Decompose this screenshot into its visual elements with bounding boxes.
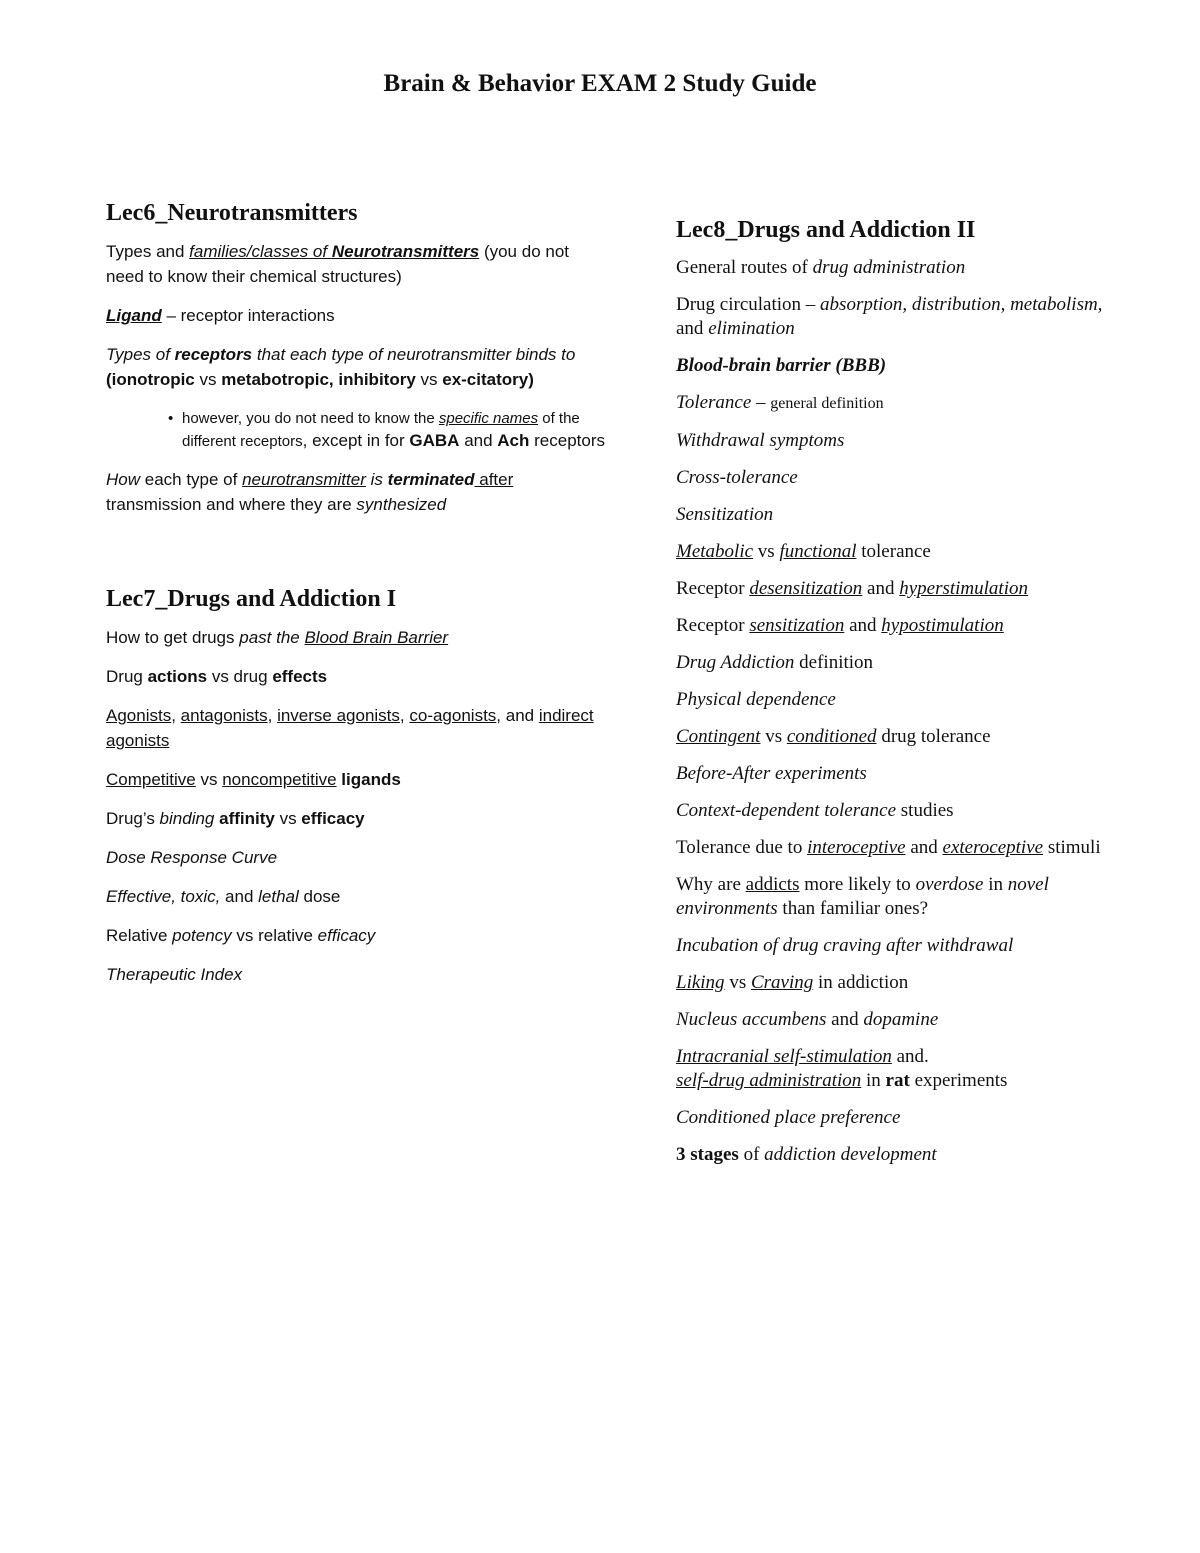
lec7-item-dose: Effective, toxic, and lethal dose	[106, 887, 341, 906]
lec7-item-agonists: Agonists, antagonists, inverse agonists, co-agonists, and indirect agonists	[106, 706, 594, 750]
lec8-item-routes: General routes of drug administration	[676, 257, 966, 278]
lec8-item-circulation: Drug circulation – absorption, distribution, metabolism, and elimination	[676, 294, 1103, 339]
lec7-item-affinity: Drug’s binding affinity vs efficacy	[106, 809, 365, 828]
lec7-item-dose-response: Dose Response Curve	[106, 848, 278, 867]
lec6-item-termination: How each type of neurotransmitter is terminated after transmission and where they are synthesized	[106, 470, 514, 514]
lec8-item-incubation: Incubation of drug craving after withdrawal	[676, 935, 1014, 956]
lec6-item-receptors: Types of receptors that each type of neurotransmitter binds to (ionotropic vs metabotropic, inhibitory vs ex-citatory)	[106, 345, 576, 389]
lec8-item-tolerance: Tolerance – general definition	[676, 392, 884, 413]
lec6-bullet-receptor-names: • however, you do not need to know the specific names of the different receptors, except in for GABA and Ach receptors	[168, 410, 605, 450]
document-title: Brain & Behavior EXAM 2 Study Guide	[383, 70, 817, 97]
lec6-item-types: Types and families/classes of Neurotransmitters (you do not need to know their chemical structures)	[106, 242, 569, 286]
lec8-heading: Lec8_Drugs and Addiction II	[676, 217, 976, 243]
lec8-item-interoceptive: Tolerance due to interoceptive and exteroceptive stimuli	[676, 837, 1101, 858]
lec7-item-potency: Relative potency vs relative efficacy	[106, 926, 376, 945]
lec7-heading: Lec7_Drugs and Addiction I	[106, 586, 397, 612]
lec8-item-context-dependent: Context-dependent tolerance studies	[676, 800, 954, 821]
lec8-item-desensitization: Receptor desensitization and hyperstimulation	[676, 578, 1028, 599]
lec8-item-physical-dependence: Physical dependence	[676, 689, 836, 710]
lec8-item-before-after: Before-After experiments	[676, 763, 867, 784]
lec7-item-therapeutic-index: Therapeutic Index	[106, 965, 243, 984]
lec8-item-sensitization-receptor: Receptor sensitization and hypostimulation	[676, 615, 1004, 636]
lec7-item-bbb: How to get drugs past the Blood Brain Barrier	[106, 628, 449, 647]
lec8-item-self-stimulation: Intracranial self-stimulation and. self-drug administration in rat experiments	[676, 1046, 1008, 1091]
left-column	[106, 197, 606, 1001]
lec8-item-withdrawal: Withdrawal symptoms	[676, 430, 845, 451]
lec6-heading: Lec6_Neurotransmitters	[106, 200, 358, 226]
lec8-item-place-preference: Conditioned place preference	[676, 1107, 901, 1128]
lec8-item-contingent: Contingent vs conditioned drug tolerance	[676, 726, 991, 747]
lec8-item-cross-tolerance: Cross-tolerance	[676, 467, 798, 488]
lec8-item-addiction-definition: Drug Addiction definition	[676, 652, 874, 673]
lec8-item-bbb: Blood-brain barrier (BBB)	[676, 355, 887, 376]
lec8-item-nucleus-accumbens: Nucleus accumbens and dopamine	[676, 1009, 939, 1030]
lec8-item-overdose: Why are addicts more likely to overdose in novel environments than familiar ones?	[676, 874, 1049, 919]
lec7-item-ligands: Competitive vs noncompetitive ligands	[106, 770, 401, 789]
lec8-item-metabolic: Metabolic vs functional tolerance	[676, 541, 931, 562]
bullet-dot: •	[168, 410, 174, 427]
lec8-item-stages: 3 stages of addiction development	[676, 1144, 937, 1165]
lec6-item-ligand: Ligand – receptor interactions	[106, 306, 335, 325]
lec8-item-sensitization: Sensitization	[676, 504, 774, 525]
lec8-item-liking: Liking vs Craving in addiction	[676, 972, 909, 993]
lec7-item-actions: Drug actions vs drug effects	[106, 667, 328, 686]
right-column	[676, 214, 1116, 1180]
